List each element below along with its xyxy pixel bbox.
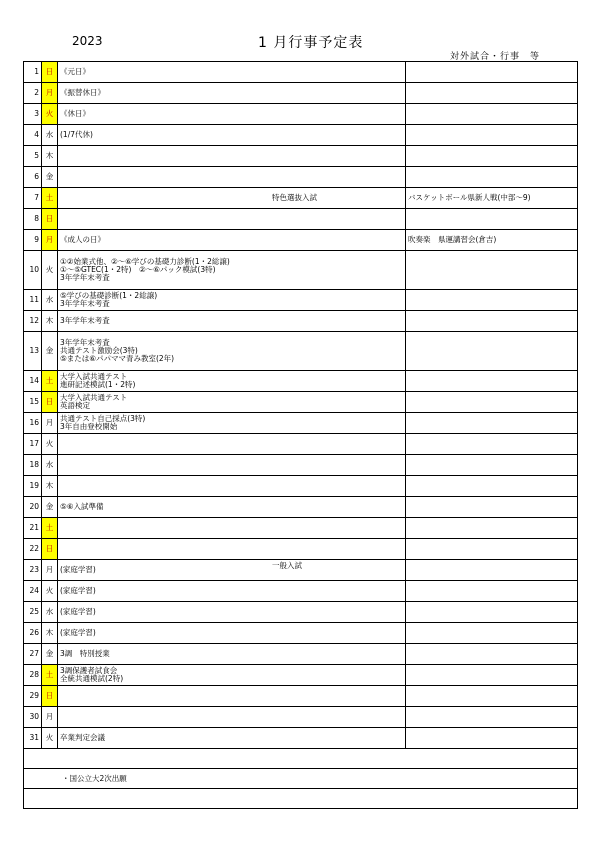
day-of-week: 日 xyxy=(42,392,58,413)
school-event-cell xyxy=(58,167,406,188)
school-event-cell xyxy=(58,665,406,686)
schedule-row xyxy=(24,371,578,392)
day-of-week: 金 xyxy=(42,332,58,371)
school-event-cell xyxy=(58,455,406,476)
schedule-row xyxy=(24,602,578,623)
day-of-week: 水 xyxy=(42,455,58,476)
entrance-exam-label: 一般入試 xyxy=(272,561,302,570)
day-of-week: 木 xyxy=(42,476,58,497)
schedule-row xyxy=(24,497,578,518)
day-of-week: 金 xyxy=(42,497,58,518)
schedule-row xyxy=(24,62,578,83)
event-line: 進研記述模試(1・2特) xyxy=(60,380,136,389)
schedule-row xyxy=(24,707,578,728)
event-line: 大学入試共通テスト xyxy=(60,393,128,402)
schedule-row xyxy=(24,311,578,332)
day-of-week: 日 xyxy=(42,62,58,83)
page-title: 1 月行事予定表 xyxy=(258,35,364,51)
external-event-cell xyxy=(406,539,578,560)
school-event-cell xyxy=(58,413,406,434)
school-event-cell xyxy=(58,707,406,728)
day-number: 10 xyxy=(24,251,42,290)
day-number: 28 xyxy=(24,665,42,686)
external-event-cell xyxy=(406,665,578,686)
external-event-cell xyxy=(406,518,578,539)
school-event-cell xyxy=(58,539,406,560)
day-number: 17 xyxy=(24,434,42,455)
schedule-row xyxy=(24,230,578,251)
entrance-exam-label: 特色選抜入試 xyxy=(272,193,317,202)
event-line: 3年学年末考査 xyxy=(60,299,110,308)
day-number: 11 xyxy=(24,290,42,311)
day-of-week: 月 xyxy=(42,560,58,581)
day-number: 24 xyxy=(24,581,42,602)
day-number: 2 xyxy=(24,83,42,104)
schedule-row xyxy=(24,332,578,371)
school-event-cell xyxy=(58,251,406,290)
day-of-week: 火 xyxy=(42,104,58,125)
external-event-cell xyxy=(406,707,578,728)
school-event-cell xyxy=(58,686,406,707)
school-event-cell xyxy=(58,476,406,497)
schedule-row xyxy=(24,644,578,665)
external-event-cell xyxy=(406,146,578,167)
day-number: 5 xyxy=(24,146,42,167)
footer-blank-row xyxy=(24,749,578,769)
external-event-cell xyxy=(406,623,578,644)
school-event-cell xyxy=(58,230,406,251)
day-of-week: 日 xyxy=(42,539,58,560)
external-event-cell xyxy=(406,434,578,455)
external-event-cell xyxy=(406,332,578,371)
day-of-week: 土 xyxy=(42,188,58,209)
day-of-week: 日 xyxy=(42,209,58,230)
day-number: 20 xyxy=(24,497,42,518)
day-of-week: 土 xyxy=(42,518,58,539)
event-line: 3調保護者試食会 xyxy=(60,666,118,675)
day-of-week: 金 xyxy=(42,167,58,188)
event-line: ⑤⑥入試準備 xyxy=(60,502,104,511)
day-number: 8 xyxy=(24,209,42,230)
schedule-row xyxy=(24,560,578,581)
external-event-cell xyxy=(406,686,578,707)
event-line: 《元日》 xyxy=(60,67,90,76)
external-event-cell: バスケットボール県新人戦(中部～9) xyxy=(406,188,578,209)
day-number: 27 xyxy=(24,644,42,665)
external-event-cell xyxy=(406,371,578,392)
external-event-cell: 吹奏楽 県運講習会(倉吉) xyxy=(406,230,578,251)
external-event-cell xyxy=(406,311,578,332)
school-event-cell xyxy=(58,332,406,371)
external-event-cell xyxy=(406,644,578,665)
day-number: 30 xyxy=(24,707,42,728)
day-of-week: 火 xyxy=(42,581,58,602)
event-line: 全統共通模試(2特) xyxy=(60,674,124,683)
schedule-body xyxy=(24,62,578,749)
event-line: 共通テスト激励会(3特) xyxy=(60,346,138,355)
day-of-week: 火 xyxy=(42,434,58,455)
schedule-row xyxy=(24,125,578,146)
day-number: 31 xyxy=(24,728,42,749)
day-number: 26 xyxy=(24,623,42,644)
day-of-week: 土 xyxy=(42,371,58,392)
day-number: 7 xyxy=(24,188,42,209)
external-event-cell xyxy=(406,104,578,125)
school-event-cell xyxy=(58,83,406,104)
external-event-cell xyxy=(406,560,578,581)
day-number: 14 xyxy=(24,371,42,392)
event-line: (1/7代休) xyxy=(60,130,93,139)
school-event-cell xyxy=(58,644,406,665)
day-number: 6 xyxy=(24,167,42,188)
schedule-row xyxy=(24,251,578,290)
schedule-row xyxy=(24,665,578,686)
schedule-row xyxy=(24,728,578,749)
schedule-row xyxy=(24,518,578,539)
event-line: ⑤学びの基礎診断(1・2総譲) xyxy=(60,291,158,300)
day-of-week: 月 xyxy=(42,413,58,434)
event-line: 3年学年末考査 xyxy=(60,273,110,282)
school-event-cell xyxy=(58,518,406,539)
schedule-row xyxy=(24,392,578,413)
schedule-row xyxy=(24,581,578,602)
event-line: ①②始業式他、②～⑥学びの基礎力診断(1・2総譲) xyxy=(60,257,230,266)
external-event-cell xyxy=(406,476,578,497)
footer-blank-row xyxy=(24,789,578,809)
external-event-cell xyxy=(406,413,578,434)
external-event-cell xyxy=(406,455,578,476)
event-line: (家庭学習) xyxy=(60,565,96,574)
external-event-cell xyxy=(406,209,578,230)
event-line: ①～⑤GTEC(1・2特) ②～⑥パック模試(3特) xyxy=(60,265,216,274)
event-line: 《成人の日》 xyxy=(60,235,105,244)
day-number: 3 xyxy=(24,104,42,125)
event-line: (家庭学習) xyxy=(60,607,96,616)
day-number: 1 xyxy=(24,62,42,83)
day-number: 12 xyxy=(24,311,42,332)
event-line: 共通テスト自己採点(3特) xyxy=(60,414,146,423)
event-line: 大学入試共通テスト xyxy=(60,372,128,381)
event-line: 3調 特別授業 xyxy=(60,649,110,658)
day-of-week: 水 xyxy=(42,290,58,311)
event-line: (家庭学習) xyxy=(60,628,96,637)
external-events-header: 対外試合・行事 等 xyxy=(450,52,541,62)
schedule-row xyxy=(24,476,578,497)
external-event-cell xyxy=(406,167,578,188)
school-event-cell xyxy=(58,497,406,518)
day-of-week: 月 xyxy=(42,83,58,104)
schedule-row xyxy=(24,539,578,560)
day-number: 13 xyxy=(24,332,42,371)
schedule-row xyxy=(24,623,578,644)
day-of-week: 木 xyxy=(42,311,58,332)
external-event-cell xyxy=(406,581,578,602)
day-of-week: 日 xyxy=(42,686,58,707)
day-number: 23 xyxy=(24,560,42,581)
schedule-row xyxy=(24,146,578,167)
day-number: 29 xyxy=(24,686,42,707)
schedule-row xyxy=(24,83,578,104)
school-event-cell xyxy=(58,392,406,413)
day-number: 25 xyxy=(24,602,42,623)
day-of-week: 火 xyxy=(42,251,58,290)
schedule-row xyxy=(24,188,578,209)
day-of-week: 金 xyxy=(42,644,58,665)
day-of-week: 木 xyxy=(42,623,58,644)
day-number: 21 xyxy=(24,518,42,539)
external-event-cell xyxy=(406,392,578,413)
school-event-cell xyxy=(58,560,406,581)
event-line: 3年学年末考査 xyxy=(60,338,110,347)
day-of-week: 月 xyxy=(42,230,58,251)
schedule-row xyxy=(24,209,578,230)
day-number: 4 xyxy=(24,125,42,146)
schedule-row xyxy=(24,686,578,707)
school-event-cell xyxy=(58,209,406,230)
event-line: 卒業判定会議 xyxy=(60,733,105,742)
schedule-row xyxy=(24,104,578,125)
school-event-cell xyxy=(58,581,406,602)
external-event-cell xyxy=(406,125,578,146)
event-line: (家庭学習) xyxy=(60,586,96,595)
day-of-week: 火 xyxy=(42,728,58,749)
day-number: 15 xyxy=(24,392,42,413)
day-of-week: 水 xyxy=(42,125,58,146)
day-number: 9 xyxy=(24,230,42,251)
schedule-table xyxy=(23,61,578,809)
event-line: 《振替休日》 xyxy=(60,88,105,97)
schedule-row xyxy=(24,290,578,311)
event-line: 3年学年末考査 xyxy=(60,316,110,325)
school-event-cell xyxy=(58,623,406,644)
external-event-cell xyxy=(406,290,578,311)
event-line: ⑤または⑥パパママ青み教室(2年) xyxy=(60,354,175,363)
external-event-cell xyxy=(406,728,578,749)
school-event-cell xyxy=(58,311,406,332)
footer-note: ・国公立大2次出願 xyxy=(24,769,578,789)
schedule-row xyxy=(24,434,578,455)
school-event-cell xyxy=(58,371,406,392)
event-line: 《休日》 xyxy=(60,109,90,118)
external-event-cell xyxy=(406,497,578,518)
school-event-cell xyxy=(58,728,406,749)
day-number: 16 xyxy=(24,413,42,434)
school-event-cell xyxy=(58,434,406,455)
school-event-cell xyxy=(58,125,406,146)
external-event-cell xyxy=(406,83,578,104)
external-event-cell xyxy=(406,602,578,623)
external-event-cell xyxy=(406,251,578,290)
school-event-cell xyxy=(58,146,406,167)
school-event-cell xyxy=(58,62,406,83)
school-event-cell xyxy=(58,602,406,623)
day-of-week: 水 xyxy=(42,602,58,623)
external-event-cell xyxy=(406,62,578,83)
schedule-row xyxy=(24,413,578,434)
day-number: 18 xyxy=(24,455,42,476)
day-of-week: 月 xyxy=(42,707,58,728)
school-event-cell xyxy=(58,188,406,209)
schedule-row xyxy=(24,167,578,188)
day-number: 19 xyxy=(24,476,42,497)
day-number: 22 xyxy=(24,539,42,560)
event-line: 3年自由登校開始 xyxy=(60,422,118,431)
year-label: 2023 xyxy=(72,34,103,48)
event-line: 英語検定 xyxy=(60,401,90,410)
schedule-row xyxy=(24,455,578,476)
day-of-week: 土 xyxy=(42,665,58,686)
school-event-cell xyxy=(58,290,406,311)
school-event-cell xyxy=(58,104,406,125)
day-of-week: 木 xyxy=(42,146,58,167)
